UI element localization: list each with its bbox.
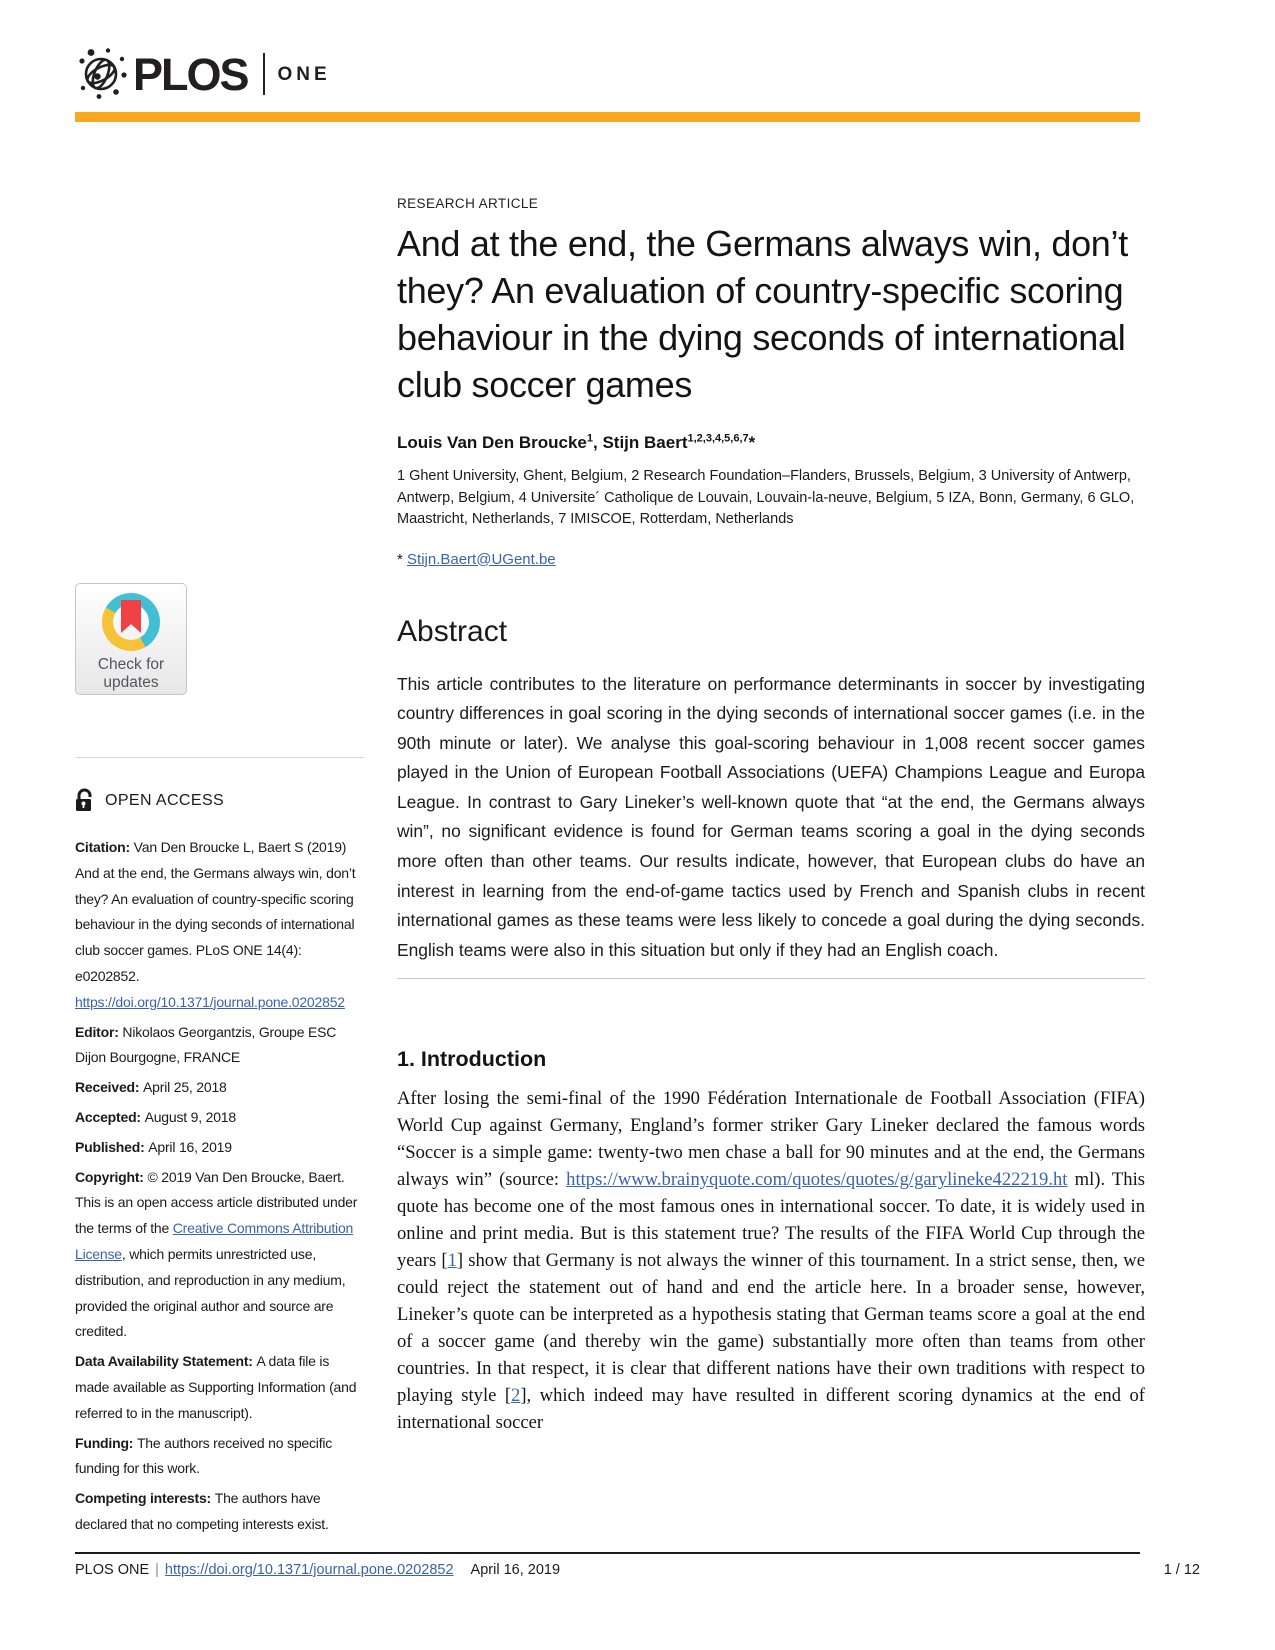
affiliations xyxy=(397,466,1145,531)
text-segment: IMISCOE, Rotterdam, Netherlands xyxy=(570,511,794,527)
logo-plos-text: PLOS xyxy=(133,48,248,100)
editor-block xyxy=(75,1020,365,1072)
text-segment: 4 xyxy=(518,489,531,506)
inline-link[interactable]: Stijn.Baert@UGent.be xyxy=(407,550,556,568)
accent-bar xyxy=(75,112,1140,122)
abstract-heading: Abstract xyxy=(397,614,508,648)
text-segment: 3 xyxy=(978,468,991,484)
text-segment: 1,2,3,4,5,6,7 xyxy=(687,432,749,445)
text-segment: A data file is made available as Supporting Information (and referred to in the manuscript). xyxy=(75,1353,357,1421)
section-divider xyxy=(397,978,1145,979)
introduction-paragraph xyxy=(397,1085,1145,1436)
text-segment: Van Den Broucke L, Baert S (2019) And at the end, the Germans always win, don’t they? An evaluation of country-specific scoring behaviour in the dying seconds of international club soccer games. PLoS ONE 14(4): e0202852. xyxy=(75,839,356,984)
text-segment: University of Antwerp, Antwerp, Belgium, xyxy=(397,468,1131,506)
text-segment: 2 xyxy=(631,468,644,484)
inline-link[interactable]: 2 xyxy=(511,1385,521,1407)
text-segment: Louis Van Den Broucke xyxy=(397,433,587,452)
sidebar xyxy=(75,583,365,1542)
text-segment: 6 xyxy=(1087,489,1100,506)
plos-globe-icon xyxy=(75,46,127,102)
inline-link[interactable]: Creative Commons Attribution License xyxy=(75,1220,354,1262)
open-access-row xyxy=(75,788,365,813)
text-segment: Funding: xyxy=(75,1434,137,1451)
text-segment: August 9, 2018 xyxy=(144,1108,236,1125)
inline-link[interactable]: https://doi.org/10.1371/journal.pone.0202852 xyxy=(75,993,345,1010)
text-segment: The authors received no specific funding for this work. xyxy=(75,1434,333,1477)
logo-one-text: ONE xyxy=(277,64,331,85)
competing-interests-block xyxy=(75,1486,365,1538)
journal-masthead xyxy=(75,46,331,102)
text-segment: IZA, Bonn, Germany, xyxy=(948,489,1088,506)
check-updates-line2: updates xyxy=(103,674,159,691)
text-segment: Universite´ Catholique de Louvain, Louvain-la-neuve, Belgium, xyxy=(530,489,937,506)
text-segment: , which permits unrestricted use, distribution, and reproduction in any medium, provided the original author and source are credited. xyxy=(75,1245,346,1340)
text-segment: , Stijn Baert xyxy=(593,433,688,452)
text-segment: Nikolaos Georgantzis, Groupe ESC Dijon Bourgogne, FRANCE xyxy=(75,1023,337,1066)
text-segment: Research Foundation–Flanders, Brussels, Belgium, xyxy=(643,468,979,484)
text-segment: * xyxy=(748,433,756,452)
text-segment: ml). This quote has become one of the most famous ones in international soccer. To date, it is widely used in online and print media. But is this statement true? The results of the FIFA World Cup through the years [ xyxy=(397,1169,1145,1272)
text-segment: Citation: xyxy=(75,839,134,855)
footer-separator: | xyxy=(155,1562,159,1578)
text-segment: Editor: xyxy=(75,1023,123,1040)
text-segment: 5 xyxy=(936,489,949,506)
footer-doi-link[interactable]: https://doi.org/10.1371/journal.pone.0202852 xyxy=(164,1562,454,1578)
article-title: And at the end, the Germans always win, don’t they? An evaluation of country-specific scoring behaviour in the dying seconds of international club soccer games xyxy=(397,223,1128,405)
text-segment: Received: xyxy=(75,1079,144,1096)
footer-journal-name: PLOS ONE xyxy=(75,1562,150,1578)
open-lock-icon xyxy=(75,788,96,813)
logo-divider xyxy=(263,53,265,95)
text-segment: 1 xyxy=(586,432,594,445)
text-segment: Copyright: xyxy=(75,1168,148,1185)
inline-link[interactable]: 1 xyxy=(447,1250,457,1272)
inline-link[interactable]: https://www.brainyquote.com/quotes/quotes/g/garylineke422219.ht xyxy=(566,1169,1068,1191)
introduction-heading: 1. Introduction xyxy=(397,1047,547,1072)
footer-page-number: 1 / 12 xyxy=(1163,1562,1200,1578)
article-body xyxy=(397,196,1145,1436)
text-segment: ] show that Germany is not always the winner of this tournament. In a strict sense, then, we could reject the statement out of hand and end the article here. In a broader sense, however, Lineker’s quote can be interpreted as a hypothesis stating that German teams score a goal at the end of a soccer game (and thereby win the game) substantially more often than teams from other countries. In that respect, it is clear that different nations have their own traditions with respect to playing style [ xyxy=(397,1250,1145,1407)
footer xyxy=(75,1562,1200,1578)
published-block xyxy=(75,1135,365,1161)
text-segment: ], which indeed may have resulted in different scoring dynamics at the end of international soccer xyxy=(397,1385,1145,1434)
text-segment: April 16, 2019 xyxy=(148,1138,232,1155)
text-segment: Competing interests: xyxy=(75,1490,215,1507)
article-type-label: RESEARCH ARTICLE xyxy=(397,196,539,211)
funding-block xyxy=(75,1431,365,1483)
text-segment: © 2019 Van Den Broucke, Baert. This is an open access article distributed under the terms of the xyxy=(75,1168,358,1237)
text-segment: 1 xyxy=(397,468,410,484)
corresponding-email xyxy=(397,551,1145,568)
accepted-block xyxy=(75,1105,365,1131)
text-segment: 7 xyxy=(558,511,571,527)
data-availability-block xyxy=(75,1349,365,1426)
abstract-paragraph: This article contributes to the literature on performance determinants in soccer by investigating country differences in goal scoring in the dying seconds of international soccer games (i.e. in the 90th minute or later). We analyse this goal-scoring behaviour in 1,008 recent soccer games played in the Union of European Football Associations (UEFA) Champions League and Europa League. In contrast to Gary Lineker’s well-known quote that “at the end, the Germans always win”, no significant evidence is found for German teams scoring a goal in the dying seconds more often than other teams. Our results indicate, however, that European clubs do have an interest in learning from the end-of-game tactics used by French and Spanish clubs in recent international games as these teams were less likely to concede a goal during the dying seconds. English teams were also in this situation but only if they had an English coach. xyxy=(397,673,1145,960)
text-segment: GLO, Maastricht, Netherlands, xyxy=(397,489,1135,527)
text-segment: Ghent University, Ghent, Belgium, xyxy=(409,468,632,484)
check-updates-line1: Check for xyxy=(97,656,165,673)
footer-date: April 16, 2019 xyxy=(470,1562,561,1578)
check-for-updates-button[interactable] xyxy=(75,583,187,695)
received-block xyxy=(75,1075,365,1101)
citation-block xyxy=(75,835,365,1016)
sidebar-metadata xyxy=(75,835,365,1538)
copyright-block xyxy=(75,1165,365,1346)
open-access-label: OPEN ACCESS xyxy=(105,791,225,809)
footer-rule xyxy=(75,1552,1140,1554)
text-segment: Published: xyxy=(75,1138,149,1155)
author-line xyxy=(397,433,1145,453)
crossmark-icon xyxy=(102,593,160,651)
text-segment: Data Availability Statement: xyxy=(75,1353,257,1370)
text-segment: The authors have declared that no competing interests exist. xyxy=(75,1490,329,1532)
text-segment: April 25, 2018 xyxy=(143,1079,227,1096)
text-segment: After losing the semi-final of the 1990 Fédération Internationale de Football Association (FIFA) World Cup against Germany, England’s former striker Gary Lineker declared the famous words “Soccer is a simple game: twenty-two men chase a ball for 90 minutes and at the end, the Germans always win” (source: xyxy=(397,1088,1145,1191)
sidebar-divider xyxy=(75,757,365,758)
text-segment: * xyxy=(397,550,408,568)
text-segment: Accepted: xyxy=(75,1108,145,1125)
